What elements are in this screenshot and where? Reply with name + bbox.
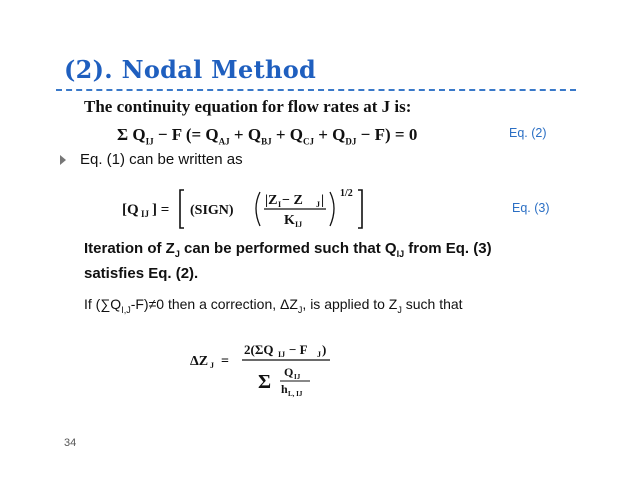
eq2-q-sub: IJ (145, 136, 154, 147)
equation-2 (117, 125, 417, 146)
eq3-exponent: 1/2 (340, 188, 353, 199)
delta-equals: = (221, 354, 229, 369)
page-title: (2). Nodal Method (64, 55, 317, 84)
iteration-sub-ij: IJ (396, 249, 405, 259)
delta-frac-den-sub: L, IJ (288, 390, 303, 398)
eq3-num-close: | (321, 193, 325, 208)
correction-statement (84, 296, 463, 315)
equation-3 (120, 184, 380, 232)
if-sub-j2: J (397, 304, 402, 315)
if-text-b: -F)≠0 then a correction, ΔZ (130, 296, 298, 312)
iteration-text-c: from Eq. (3) (404, 240, 492, 257)
eq2-qaj-sub: AJ (218, 136, 230, 147)
eq3-num-sub-j: J (316, 200, 320, 209)
iteration-sub-j: J (174, 249, 180, 259)
eq3-num: |Z (265, 193, 278, 208)
eq2-plus-qd: + Q (318, 125, 346, 144)
eq2-qdj-sub: DJ (345, 136, 357, 147)
if-text-d: such that (401, 296, 463, 312)
eq3-lhs: [Q (122, 202, 139, 218)
if-text-a: If (∑Q (84, 296, 122, 312)
eq3-lhs-close: ] = (152, 202, 170, 218)
iteration-text-b: can be performed such that Q (179, 240, 397, 257)
delta-frac-num-sub: IJ (294, 373, 301, 381)
delta-sum: Σ (258, 371, 272, 393)
title-divider (56, 89, 576, 91)
eq1-text: Eq. (1) can be written as (80, 151, 243, 168)
delta-lhs-sub: J (210, 361, 214, 370)
continuity-statement: The continuity equation for flow rates at J is: (84, 97, 412, 116)
eq3-sign: (SIGN) (190, 203, 234, 218)
eq2-minus-f: − F (= Q (157, 125, 219, 144)
bullet-arrow-icon (60, 155, 66, 165)
if-text-c: , is applied to Z (302, 296, 398, 312)
if-sub-ij: I,J (121, 304, 131, 315)
eq3-num-mid: − Z (282, 193, 303, 208)
delta-num-sub-ij: IJ (278, 350, 286, 359)
eq3-tag: Eq. (3) (512, 201, 550, 215)
iteration-line-1 (84, 239, 554, 264)
if-sub-j: J (297, 304, 303, 315)
eq2-sum: Σ (117, 125, 129, 144)
eq2-tail: − F) = 0 (360, 125, 418, 144)
eq3-right-paren (330, 192, 334, 226)
delta-num-mid: − F (289, 342, 308, 357)
eq3-num-sub-i: I (278, 200, 282, 209)
page-number: 34 (64, 437, 77, 449)
eq2-plus-qc: + Q (275, 125, 303, 144)
eq3-left-bracket (180, 190, 184, 228)
eq2-qbj-sub: BJ (261, 136, 272, 147)
delta-num: 2(ΣQ (244, 342, 274, 357)
eq2-q: Q (132, 125, 146, 144)
eq2-qcj-sub: CJ (303, 136, 314, 147)
iteration-line-2: satisfies Eq. (2). (84, 265, 199, 282)
delta-lhs: ΔZ (190, 354, 209, 369)
iteration-statement (84, 239, 554, 284)
delta-frac-num: Q (284, 365, 294, 379)
eq3-left-paren (256, 192, 260, 226)
delta-num-sub-j: J (317, 350, 321, 359)
iteration-text-a: Iteration of Z (84, 240, 175, 257)
delta-num-close: ) (322, 342, 327, 357)
eq3-den-sub: IJ (295, 220, 303, 229)
delta-z-equation (188, 338, 348, 400)
eq3-right-bracket (358, 190, 362, 228)
eq3-lhs-sub: IJ (141, 209, 150, 219)
eq2-plus-qb: + Q (233, 125, 262, 144)
eq3-den: K (284, 213, 295, 228)
eq2-tag: Eq. (2) (509, 126, 547, 140)
delta-frac-den: h (281, 382, 288, 396)
